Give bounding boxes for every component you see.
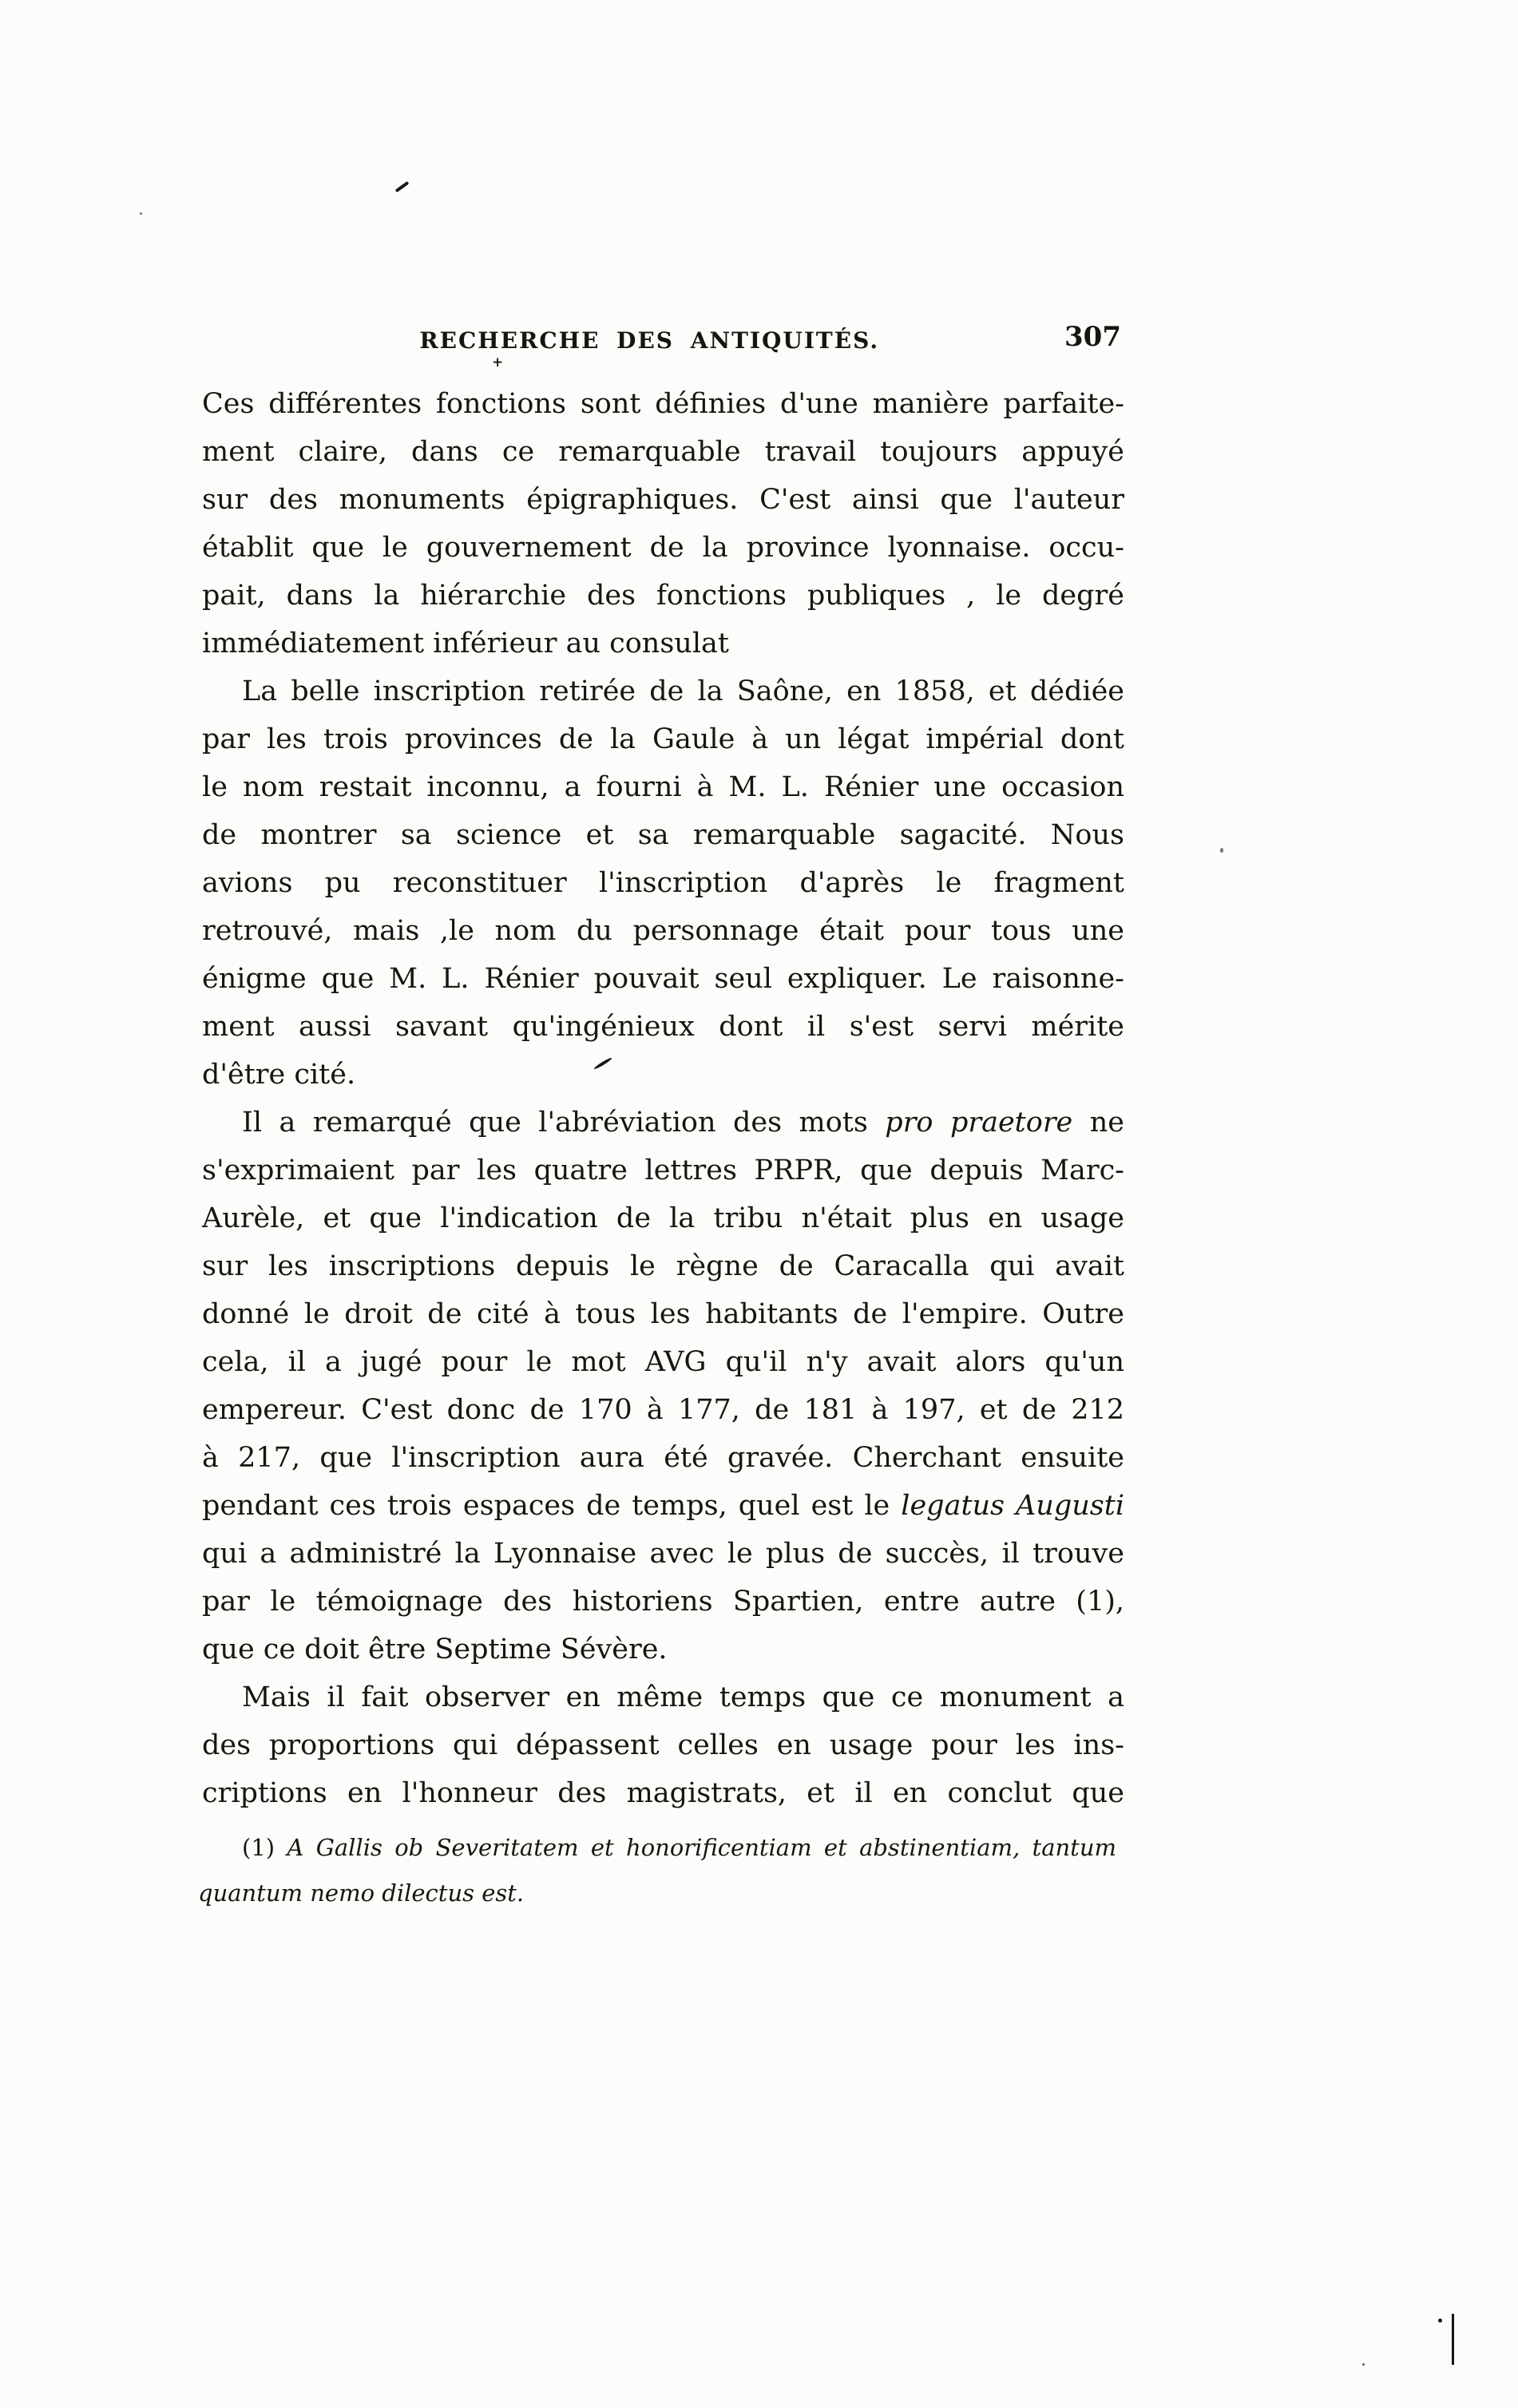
text-run: immédiatement inférieur au consulat	[202, 628, 729, 659]
text-line	[202, 1673, 1124, 1721]
text-run: qui a administré la Lyonnaise avec le plus de succès, il trouve	[202, 1538, 1124, 1570]
text-run: que ce doit être Septime Sévère.	[202, 1634, 668, 1665]
text-run: pait, dans la hiérarchie des fonctions publiques , le degré	[202, 580, 1124, 612]
text-run: Il a remarqué que l'abréviation des mots	[242, 1107, 886, 1139]
text-line	[202, 1578, 1124, 1626]
text-line	[202, 1099, 1124, 1147]
text-run: ment claire, dans ce remarquable travail toujours appuyé	[202, 436, 1124, 468]
text-line	[202, 763, 1124, 811]
text-run: donné le droit de cité à tous les habitants de l'empire. Outre	[202, 1298, 1124, 1330]
text-run: le nom restait inconnu, a fourni à M. L. Rénier une occasion	[202, 771, 1124, 803]
text-line	[198, 1871, 1116, 1916]
text-run: ment aussi savant qu'ingénieux dont il s'est servi mérite	[202, 1011, 1124, 1043]
text-run: retrouvé, mais ,le nom du personnage était pour tous une	[202, 915, 1124, 947]
body-text	[202, 380, 1124, 1817]
text-line	[202, 1290, 1124, 1338]
text-run: La belle inscription retirée de la Saône, en 1858, et dédiée	[242, 675, 1124, 707]
text-line	[202, 476, 1124, 524]
italic-run: pro praetore	[885, 1107, 1073, 1139]
text-line	[202, 1626, 1124, 1673]
text-run: ne	[1072, 1107, 1124, 1139]
page-number: 307	[1064, 321, 1121, 353]
text-run: par les trois provinces de la Gaule à un légat impérial dont	[202, 723, 1124, 755]
italic-run: quantum nemo dilectus est.	[198, 1879, 525, 1907]
text-line	[202, 1482, 1124, 1530]
text-run: établit que le gouvernement de la province lyonnaise. occu-	[202, 532, 1124, 564]
text-line	[202, 667, 1124, 715]
text-line	[202, 811, 1124, 859]
text-line	[202, 1147, 1124, 1194]
scan-artifact	[395, 181, 410, 192]
text-run: par le témoignage des historiens Spartien, entre autre (1),	[202, 1586, 1124, 1618]
scan-artifact: +	[492, 354, 504, 370]
text-line	[198, 1825, 1116, 1871]
italic-run: A Gallis ob Severitatem et honorificentiam et abstinentiam, tantum	[287, 1834, 1116, 1861]
text-line	[202, 1386, 1124, 1434]
text-run: sur des monuments épigraphiques. C'est ainsi que l'auteur	[202, 484, 1124, 516]
text-run: pendant ces trois espaces de temps, quel est le	[202, 1490, 902, 1522]
scan-artifact	[1452, 2314, 1454, 2365]
text-run: de montrer sa science et sa remarquable sagacité. Nous	[202, 819, 1124, 851]
text-run: Aurèle, et que l'indication de la tribu n'était plus en usage	[202, 1202, 1124, 1234]
text-line	[202, 715, 1124, 763]
text-line	[202, 1769, 1124, 1817]
text-run: sur les inscriptions depuis le règne de Caracalla qui avait	[202, 1250, 1124, 1282]
text-line	[202, 620, 1124, 667]
text-run: Ces différentes fonctions sont définies d'une manière parfaite-	[202, 388, 1124, 420]
text-run: énigme que M. L. Rénier pouvait seul expliquer. Le raisonne-	[202, 963, 1124, 995]
text-line	[202, 380, 1124, 428]
scan-artifact	[140, 212, 142, 215]
text-run: s'exprimaient par les quatre lettres PRPR, que depuis Marc-	[202, 1154, 1124, 1186]
text-line	[202, 1721, 1124, 1769]
text-line	[202, 428, 1124, 476]
text-line	[202, 955, 1124, 1003]
text-run: Mais il fait observer en même temps que ce monument a	[242, 1681, 1124, 1713]
text-run: cela, il a jugé pour le mot AVG qu'il n'y avait alors qu'un	[202, 1346, 1124, 1378]
italic-run: legatus Augusti	[901, 1490, 1125, 1522]
footnote	[198, 1825, 1116, 1916]
text-line	[202, 907, 1124, 955]
text-line	[202, 1242, 1124, 1290]
text-line	[202, 524, 1124, 572]
scan-artifact	[1362, 2363, 1365, 2366]
text-line	[202, 1194, 1124, 1242]
text-run: d'être cité.	[202, 1059, 356, 1091]
text-run: empereur. C'est donc de 170 à 177, de 181 à 197, et de 212	[202, 1394, 1124, 1426]
text-run: (1)	[242, 1834, 287, 1861]
text-run: à 217, que l'inscription aura été gravée. Cherchant ensuite	[202, 1442, 1124, 1474]
text-line	[202, 859, 1124, 907]
page-header	[202, 321, 1124, 362]
text-line	[202, 1338, 1124, 1386]
text-line	[202, 1003, 1124, 1051]
text-line	[202, 1051, 1124, 1099]
text-run: des proportions qui dépassent celles en usage pour les ins-	[202, 1729, 1124, 1761]
scan-artifact	[1220, 848, 1223, 853]
scan-artifact	[1438, 2319, 1442, 2323]
text-line	[202, 1434, 1124, 1482]
text-line	[202, 572, 1124, 620]
text-run: criptions en l'honneur des magistrats, et il en conclut que	[202, 1777, 1124, 1809]
text-run: avions pu reconstituer l'inscription d'après le fragment	[202, 867, 1124, 899]
text-line	[202, 1530, 1124, 1578]
running-title: RECHERCHE DES ANTIQUITÉS.	[419, 327, 880, 354]
